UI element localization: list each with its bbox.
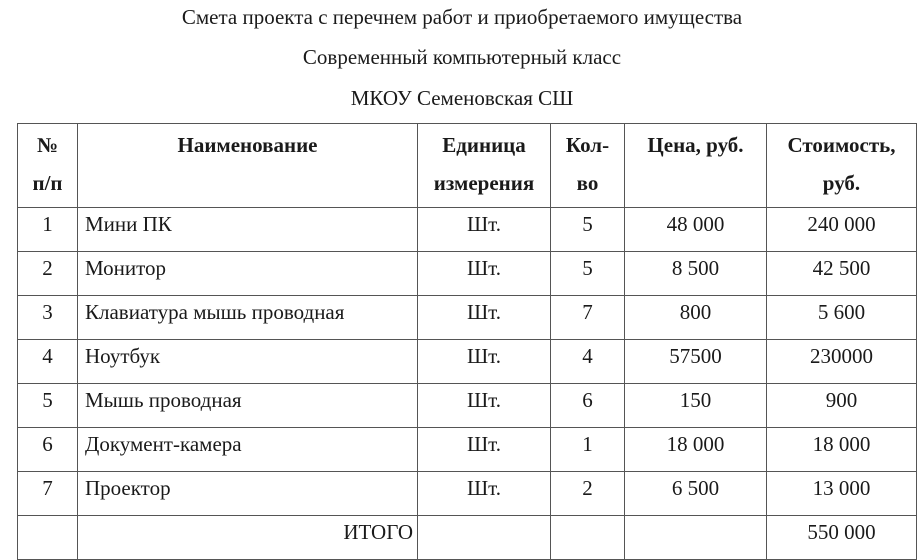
cell-name: Клавиатура мышь проводная (78, 296, 418, 340)
cell-name: Монитор (78, 252, 418, 296)
cell-number: 7 (18, 472, 78, 516)
table-row (18, 296, 917, 340)
cell-number: 5 (18, 384, 78, 428)
cell-cost: 240 000 (767, 208, 917, 252)
cell-number: 6 (18, 428, 78, 472)
header-cost-line2: руб. (822, 171, 861, 195)
cell-price: 6 500 (625, 472, 767, 516)
school-name: МКОУ Семеновская СШ (350, 86, 574, 110)
cell-name: Мини ПК (78, 208, 418, 252)
table-header-row (18, 124, 917, 208)
cell-name: Документ-камера (78, 428, 418, 472)
table-row (18, 384, 917, 428)
header-number-line2: п/п (32, 171, 63, 195)
cell-unit: Шт. (418, 384, 551, 428)
cell-unit: Шт. (418, 208, 551, 252)
cell-cost: 18 000 (767, 428, 917, 472)
cell-quantity: 5 (551, 208, 625, 252)
estimate-table (17, 123, 917, 560)
cell-name: Проектор (78, 472, 418, 516)
cell-number: 4 (18, 340, 78, 384)
total-label: ИТОГО (78, 516, 418, 560)
cell-unit: Шт. (418, 252, 551, 296)
cell-cost: 42 500 (767, 252, 917, 296)
cell-number: 3 (18, 296, 78, 340)
table-row (18, 428, 917, 472)
header-cost (767, 124, 917, 208)
header-name-label: Наименование (177, 133, 318, 157)
cell-price: 8 500 (625, 252, 767, 296)
table-row (18, 252, 917, 296)
cell-cost: 900 (767, 384, 917, 428)
cell-quantity: 5 (551, 252, 625, 296)
header-unit (418, 124, 551, 208)
cell-price: 150 (625, 384, 767, 428)
cell-quantity: 1 (551, 428, 625, 472)
project-name: Современный компьютерный класс (302, 45, 622, 69)
cell-price: 48 000 (625, 208, 767, 252)
header-price (625, 124, 767, 208)
cell-unit: Шт. (418, 296, 551, 340)
cell-number: 1 (18, 208, 78, 252)
header-quantity-line2: во (576, 171, 599, 195)
header-number (18, 124, 78, 208)
cell-cost: 13 000 (767, 472, 917, 516)
total-cost: 550 000 (767, 516, 917, 560)
header-quantity (551, 124, 625, 208)
cell-unit: Шт. (418, 472, 551, 516)
total-row (18, 516, 917, 560)
document-title: Смета проекта с перечнем работ и приобретаемого имущества (181, 5, 743, 29)
header-unit-line1: Единица (442, 133, 526, 157)
header-quantity-line1: Кол- (565, 133, 610, 157)
header-price-label: Цена, руб. (647, 133, 744, 157)
header-name (78, 124, 418, 208)
cell-price: 57500 (625, 340, 767, 384)
header-cost-line1: Стоимость, (787, 133, 896, 157)
table-row (18, 340, 917, 384)
cell-cost: 230000 (767, 340, 917, 384)
table-row (18, 208, 917, 252)
header-number-line1: № (36, 133, 59, 157)
cell-quantity: 4 (551, 340, 625, 384)
cell-quantity: 6 (551, 384, 625, 428)
header-unit-line2: измерения (433, 171, 535, 195)
cell-name: Мышь проводная (78, 384, 418, 428)
cell-price: 18 000 (625, 428, 767, 472)
table-row (18, 472, 917, 516)
total-empty-price (625, 516, 767, 560)
cell-quantity: 7 (551, 296, 625, 340)
cell-unit: Шт. (418, 428, 551, 472)
cell-number: 2 (18, 252, 78, 296)
cell-unit: Шт. (418, 340, 551, 384)
cell-cost: 5 600 (767, 296, 917, 340)
cell-quantity: 2 (551, 472, 625, 516)
cell-name: Ноутбук (78, 340, 418, 384)
total-empty-number (18, 516, 78, 560)
total-empty-quantity (551, 516, 625, 560)
cell-price: 800 (625, 296, 767, 340)
total-empty-unit (418, 516, 551, 560)
